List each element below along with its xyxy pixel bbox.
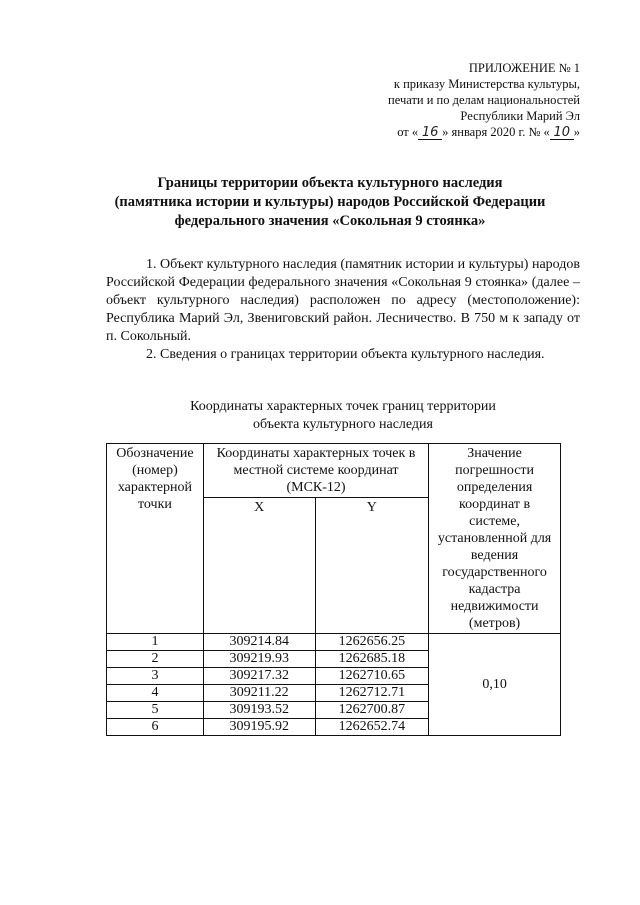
document-title	[90, 174, 570, 231]
title-line-1: Границы территории объекта культурного наследия	[157, 175, 503, 191]
header-point: Обозначение (номер) характерной точки	[107, 444, 204, 634]
cell-point: 3	[107, 668, 204, 685]
cell-y: 1262712.71	[315, 685, 429, 702]
cell-point: 1	[107, 634, 204, 651]
cell-x: 309211.22	[203, 685, 315, 702]
paragraph-2: 2. Сведения о границах территории объекта культурного наследия.	[146, 347, 545, 362]
table-row	[107, 634, 561, 651]
coordinates-table	[106, 443, 561, 736]
table-caption-line-2: объекта культурного наследия	[253, 417, 433, 432]
title-line-2: (памятника истории и культуры) народов Российской Федерации	[114, 194, 546, 210]
paragraph-1: 1. Объект культурного наследия (памятник истории и культуры) народов Российской Федерации федерального значения «Сокольная 9 стоянка» (далее – объект культурного наследия) расположен по адресу (местоположение): Республика Марий Эл, Звениговский район. Лесничество. В 750 м к западу от п. Сокольный.	[106, 257, 580, 344]
title-line-3: федерального значения «Сокольная 9 стоянка»	[174, 213, 486, 229]
header-error: Значение погрешности определения координат в системе, установленной для ведения государственного кадастра недвижимости (метров)	[429, 444, 561, 634]
table-caption	[106, 398, 580, 434]
cell-point: 5	[107, 702, 204, 719]
cell-error-value: 0,10	[429, 634, 561, 736]
cell-x: 309214.84	[203, 634, 315, 651]
header-x: X	[203, 498, 315, 634]
cell-y: 1262652.74	[315, 719, 429, 736]
date-prefix: от «	[397, 125, 419, 139]
handwritten-number: 10	[550, 126, 574, 140]
annex-line-2: печати и по делам национальностей	[388, 93, 580, 107]
cell-point: 2	[107, 651, 204, 668]
header-coords: Координаты характерных точек в местной системе координат (МСК-12)	[203, 444, 428, 498]
annex-block	[280, 60, 580, 140]
cell-x: 309219.93	[203, 651, 315, 668]
cell-point: 4	[107, 685, 204, 702]
date-middle: » января 2020 г. № «	[442, 125, 550, 139]
cell-x: 309217.32	[203, 668, 315, 685]
cell-x: 309193.52	[203, 702, 315, 719]
annex-line-3: Республики Марий Эл	[460, 109, 580, 123]
cell-x: 309195.92	[203, 719, 315, 736]
cell-y: 1262656.25	[315, 634, 429, 651]
cell-point: 6	[107, 719, 204, 736]
date-suffix: »	[573, 125, 580, 139]
cell-y: 1262685.18	[315, 651, 429, 668]
annex-line-1: к приказу Министерства культуры,	[393, 77, 580, 91]
annex-title: ПРИЛОЖЕНИЕ № 1	[468, 61, 580, 75]
document-body	[106, 256, 580, 364]
table-header-row	[107, 444, 561, 498]
cell-y: 1262710.65	[315, 668, 429, 685]
handwritten-day: 16	[418, 126, 442, 140]
header-y: Y	[315, 498, 429, 634]
table-caption-line-1: Координаты характерных точек границ территории	[190, 399, 496, 414]
annex-date-line	[280, 124, 580, 140]
cell-y: 1262700.87	[315, 702, 429, 719]
